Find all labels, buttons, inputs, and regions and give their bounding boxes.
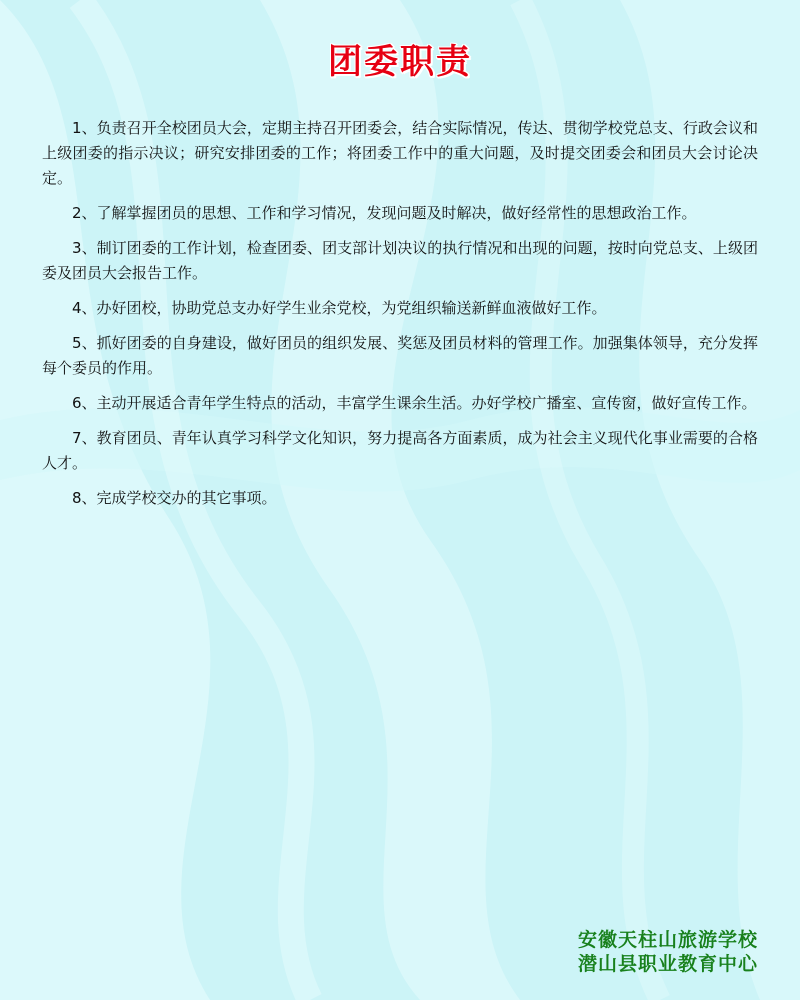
- duty-item-5: 5、抓好团委的自身建设，做好团员的组织发展、奖惩及团员材料的管理工作。加强集体领导，充分发挥每个委员的作用。: [42, 334, 758, 377]
- duty-item-2: 2、了解掌握团员的思想、工作和学习情况，发现问题及时解决，做好经常性的思想政治工作。: [72, 204, 697, 222]
- duties-list: [42, 116, 758, 521]
- duty-item-8: 8、完成学校交办的其它事项。: [72, 489, 277, 507]
- duty-item-3: 3、制订团委的工作计划，检查团委、团支部计划决议的执行情况和出现的问题，按时向党总支、上级团委及团员大会报告工作。: [42, 239, 758, 282]
- duty-item-1: 1、负责召开全校团员大会，定期主持召开团委会，结合实际情况，传达、贯彻学校党总支、行政会议和上级团委的指示决议；研究安排团委的工作；将团委工作中的重大问题，及时提交团委会和团员大会讨论决定。: [42, 119, 758, 187]
- school-name: 安徽天柱山旅游学校: [577, 929, 758, 951]
- center-name: 潜山县职业教育中心: [577, 953, 758, 975]
- duty-item-6: 6、主动开展适合青年学生特点的活动，丰富学生课余生活。办好学校广播室、宣传窗，做好宣传工作。: [72, 394, 757, 412]
- school-footer: [578, 928, 758, 976]
- duty-item-7: 7、教育团员、青年认真学习科学文化知识，努力提高各方面素质，成为社会主义现代化事业需要的合格人才。: [42, 429, 758, 472]
- duty-item-4: 4、办好团校，协助党总支办好学生业余党校，为党组织输送新鲜血液做好工作。: [72, 299, 607, 317]
- page-title: 团委职责: [328, 42, 472, 82]
